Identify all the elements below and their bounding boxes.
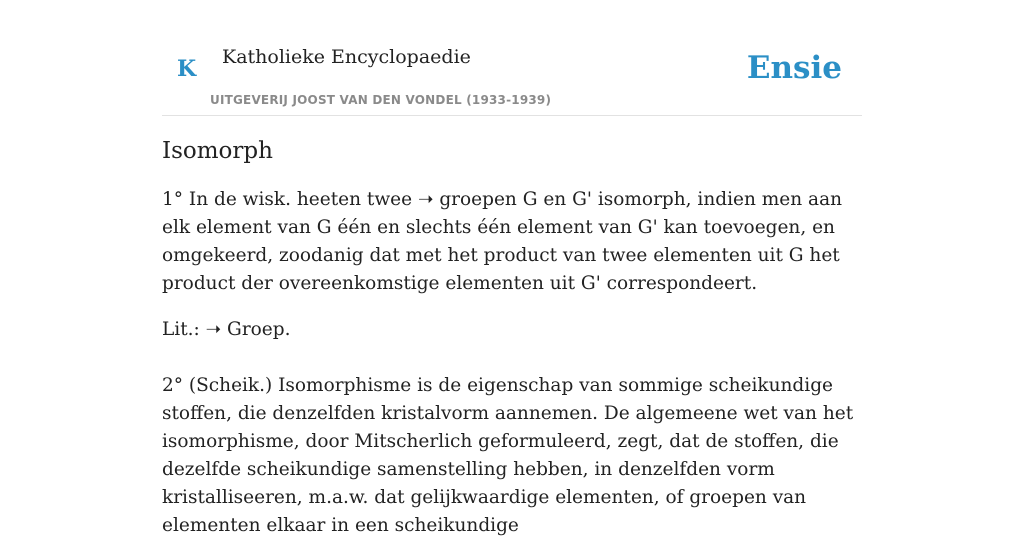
logo-icon[interactable]: K [177,56,197,82]
paragraph-1 [162,186,862,298]
ensie-brand-logo[interactable]: Ensie [746,50,842,86]
arrow-right-icon: ➝ [417,189,434,210]
article [162,138,862,558]
link-groep[interactable]: Groep. [221,319,291,340]
paragraph-1-text-end: G en G' isomorph, indien men aan elk element van G één en slechts één element van G' kan toevoegen, en omgekeerd, zoodanig dat met het product van twee elementen uit G het product der overeenkomstige elementen uit G' correspondeert. [162,189,843,294]
paragraph-2: 2° (Scheik.) Isomorphisme is de eigenschap van sommige scheikundige stoffen, die denzelfden kristalvorm aannemen. De algemeene wet van het isomorphisme, door Mitscherlich geformuleerd, zegt, dat de stoffen, die dezelfde scheikundige samenstelling hebben, in denzelfden vorm kristalliseeren, m.a.w. dat gelijkwaardige elementen, of groepen van elementen elkaar in een scheikundige [162,375,854,536]
page-title: Isomorph [162,138,273,164]
paragraph-1-text-start: 1° In de wisk. heeten twee [162,189,418,210]
link-groepen[interactable]: groepen [433,189,517,210]
lit-label: Lit.: [162,319,206,340]
literature-reference [162,316,862,344]
site-title[interactable]: Katholieke Encyclopaedie [222,46,471,68]
arrow-right-icon: ➝ [205,319,222,340]
site-header [162,40,862,116]
publisher-subtitle: UITGEVERIJ JOOST VAN DEN VONDEL (1933-1939) [210,93,552,107]
